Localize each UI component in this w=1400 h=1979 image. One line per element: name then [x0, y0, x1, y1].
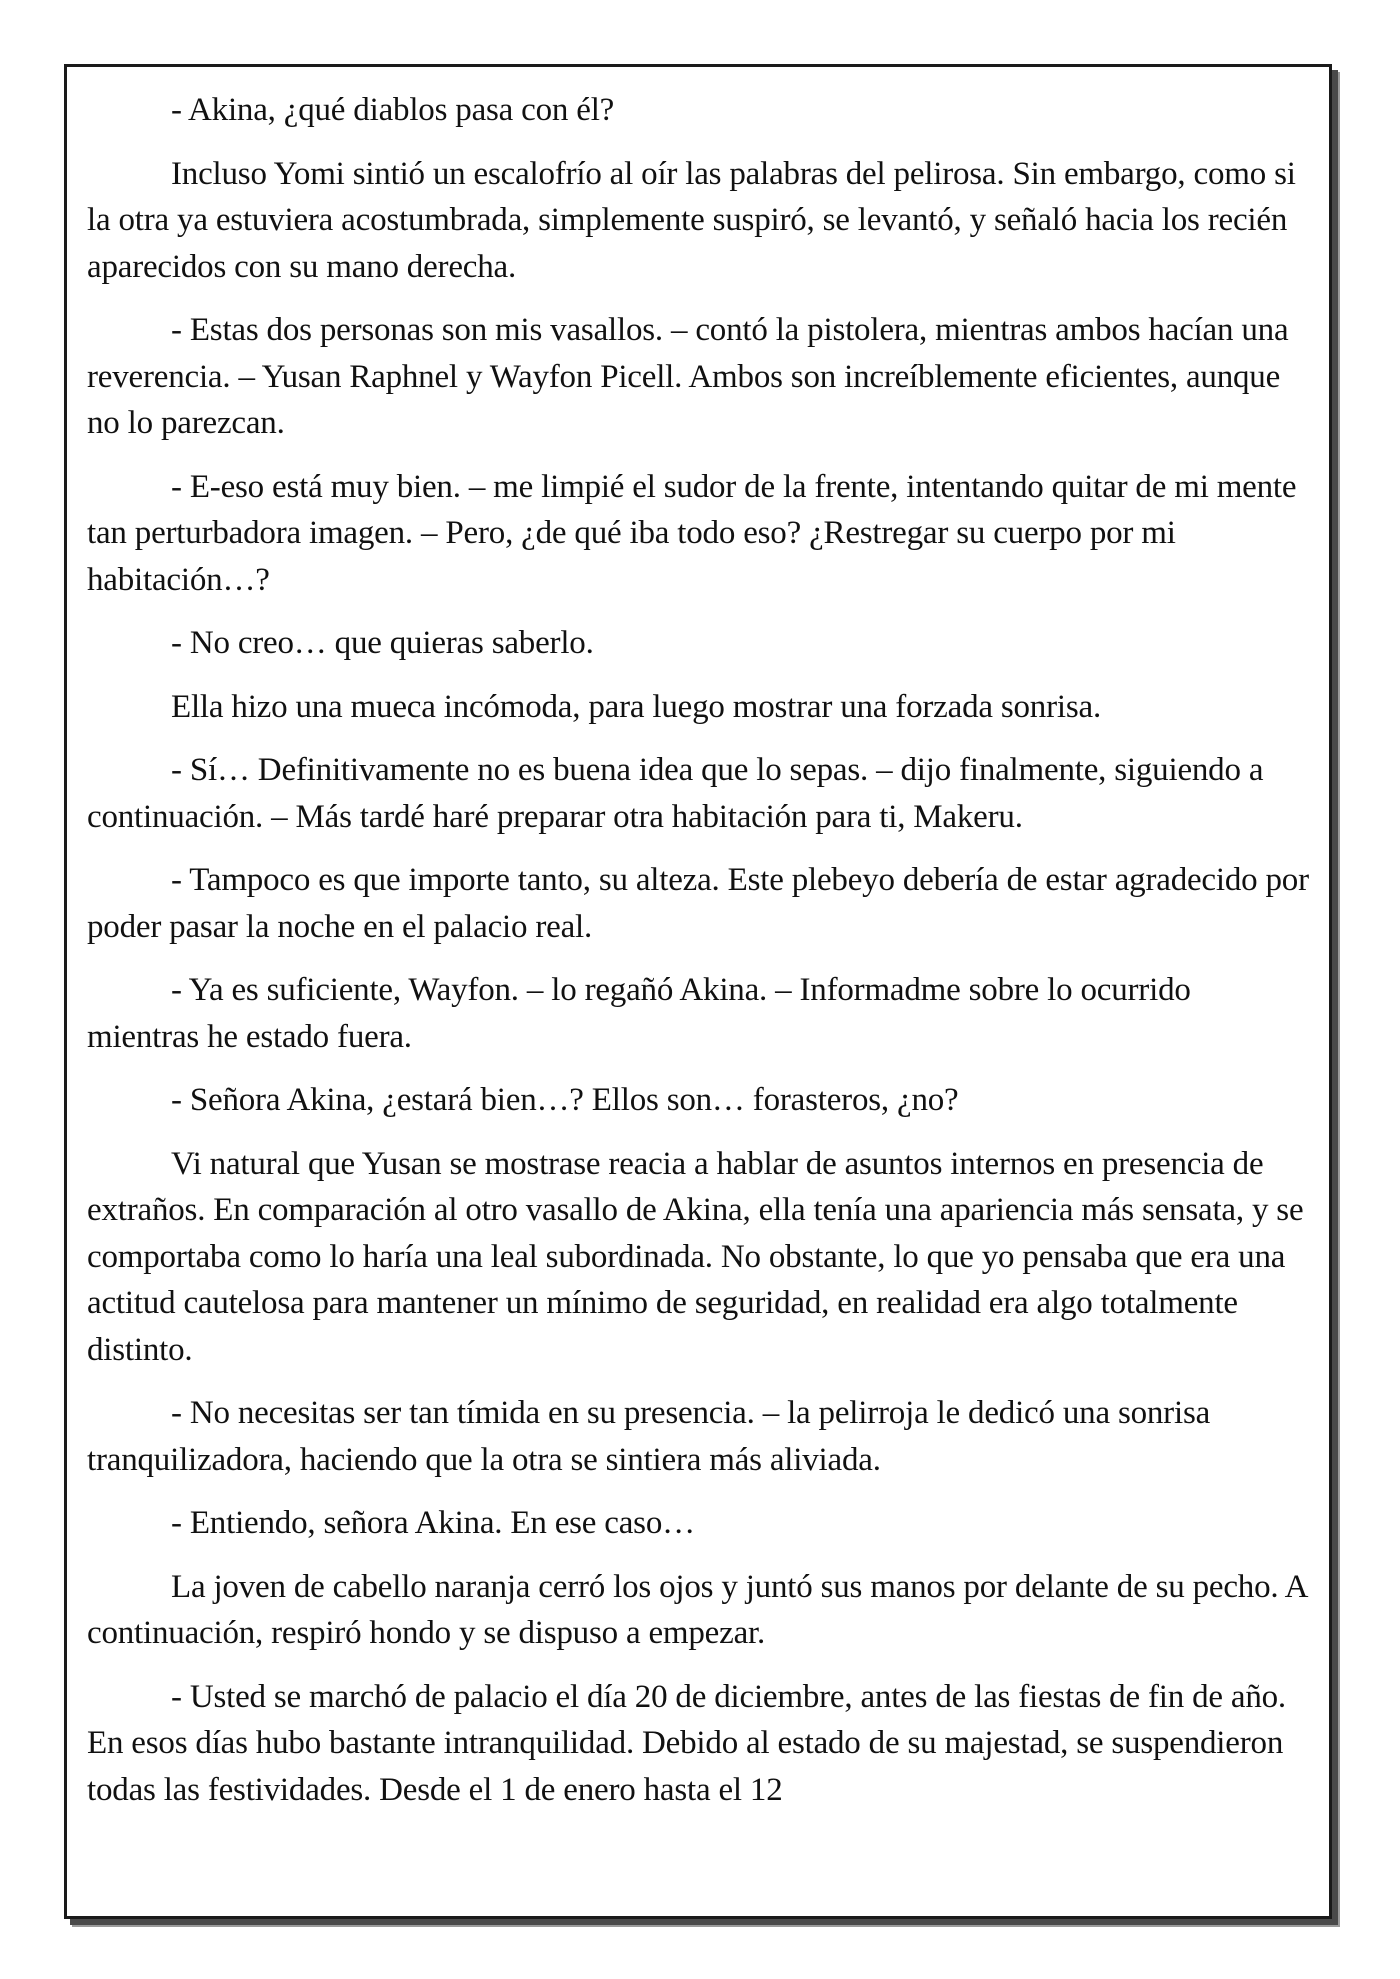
paragraph: - Usted se marchó de palacio el día 20 de diciembre, antes de las fiestas de fin de año. En esos días hubo bastante intranquilidad. Debido al estado de su majestad, se suspendieron todas las festividades. Desde el 1 de enero hasta el 12 — [87, 1678, 1286, 1808]
paragraph: - No necesitas ser tan tímida en su presencia. – la pelirroja le dedicó una sonrisa tranquilizadora, haciendo que la otra se sintiera más aliviada. — [87, 1395, 1211, 1478]
paragraph: Vi natural que Yusan se mostrase reacia a hablar de asuntos internos en presencia de extraños. En comparación al otro vasallo de Akina, ella tenía una apariencia más sensata, y se comportaba como lo haría una leal subordinada. No obstante, lo que yo pensaba que era una actitud cautelosa para mantener un mínimo de seguridad, en realidad era algo totalmente distinto. — [87, 1145, 1304, 1368]
paragraph: - Señora Akina, ¿estará bien…? Ellos son… forasteros, ¿no? — [171, 1082, 959, 1118]
paragraph: - Sí… Definitivamente no es buena idea que lo sepas. – dijo finalmente, siguiendo a continuación. – Más tardé haré preparar otra habitación para ti, Makeru. — [87, 752, 1264, 835]
paragraph: Incluso Yomi sintió un escalofrío al oír las palabras del pelirosa. Sin embargo, como si la otra ya estuviera acostumbrada, simplemente suspiró, se levantó, y señaló hacia los recién aparecidos con su mano derecha. — [87, 155, 1296, 285]
paragraph: La joven de cabello naranja cerró los ojos y juntó sus manos por delante de su pecho. A continuación, respiró hondo y se dispuso a empezar. — [87, 1568, 1307, 1651]
paragraph: - Estas dos personas son mis vasallos. – contó la pistolera, mientras ambos hacían una reverencia. – Yusan Raphnel y Wayfon Picell. Ambos son increíblemente eficientes, aunque no lo parezcan. — [87, 312, 1289, 441]
paragraph: - Tampoco es que importe tanto, su alteza. Este plebeyo debería de estar agradecido por poder pasar la noche en el palacio real. — [87, 862, 1309, 945]
paragraph: - No creo… que quieras saberlo. — [171, 625, 594, 661]
paragraph: - Akina, ¿qué diablos pasa con él? — [171, 92, 615, 128]
paragraph: - E-eso está muy bien. – me limpié el sudor de la frente, intentando quitar de mi mente tan perturbadora imagen. – Pero, ¿de qué iba todo eso? ¿Restregar su cuerpo por mi habitación…? — [87, 468, 1297, 598]
page-frame — [64, 64, 1332, 1919]
paragraph: - Ya es suficiente, Wayfon. – lo regañó Akina. – Informadme sobre lo ocurrido mientras he estado fuera. — [87, 972, 1191, 1055]
paragraph: - Entiendo, señora Akina. En ese caso… — [171, 1505, 695, 1541]
document-body — [87, 87, 1309, 1830]
paragraph: Ella hizo una mueca incómoda, para luego mostrar una forzada sonrisa. — [171, 688, 1102, 725]
